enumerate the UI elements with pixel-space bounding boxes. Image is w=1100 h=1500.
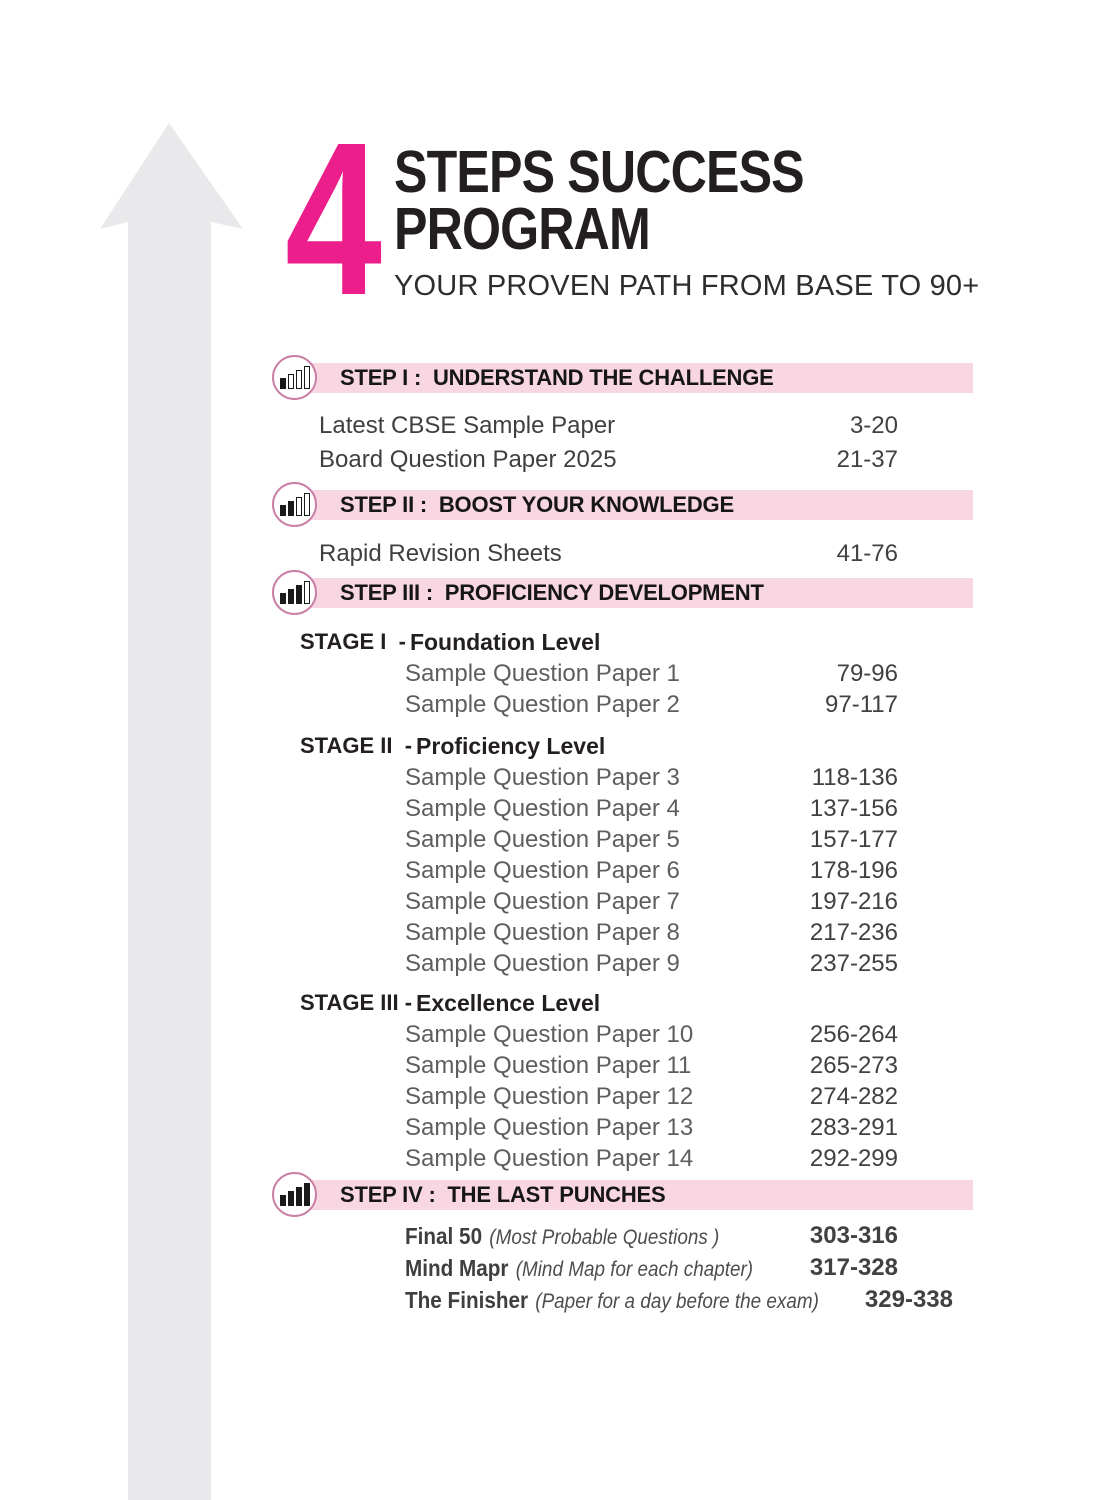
paper-pages: 178-196 (809, 856, 898, 884)
paper-title: Sample Question Paper 13 (405, 1113, 694, 1141)
paper-row (272, 658, 973, 689)
paper-row (272, 948, 973, 979)
item-title: Latest CBSE Sample Paper (319, 412, 616, 439)
final-item-note: (Mind Map for each chapter) (515, 1257, 754, 1281)
paper-title: Sample Question Paper 14 (405, 1144, 694, 1172)
step-header-bar (300, 363, 973, 393)
stage-name: Excellence Level (416, 989, 601, 1016)
stage-header (272, 987, 973, 1019)
program-step-count: 4 (285, 98, 382, 341)
item-pages: 21-37 (836, 446, 898, 473)
paper-row (272, 824, 973, 855)
stage-header (272, 730, 973, 762)
step-label: STEP III : PROFICIENCY DEVELOPMENT (340, 580, 764, 605)
stage-header (272, 626, 973, 658)
step-label: STEP I : UNDERSTAND THE CHALLENGE (340, 365, 774, 390)
paper-row (272, 762, 973, 793)
paper-row (272, 855, 973, 886)
stage-name: Proficiency Level (416, 732, 606, 759)
paper-title: Sample Question Paper 1 (405, 659, 680, 687)
toc-item-row (272, 409, 973, 443)
paper-row (272, 1081, 973, 1112)
paper-pages: 97-117 (825, 690, 898, 718)
program-title-line1: STEPS SUCCESS (394, 139, 804, 205)
paper-row (272, 1019, 973, 1050)
paper-title: Sample Question Paper 5 (405, 825, 680, 853)
final-item-pages: 317-328 (809, 1254, 898, 1281)
final-item-row (272, 1220, 973, 1252)
paper-pages: 265-273 (809, 1051, 898, 1079)
final-item-title: The Finisher (405, 1286, 529, 1313)
paper-pages: 79-96 (836, 659, 898, 687)
paper-title: Sample Question Paper 6 (405, 856, 680, 884)
paper-title: Sample Question Paper 7 (405, 887, 680, 915)
stage-name: Foundation Level (409, 628, 601, 655)
paper-row (272, 1143, 973, 1174)
paper-pages: 292-299 (809, 1144, 898, 1172)
program-header (394, 139, 980, 303)
paper-row (272, 689, 973, 720)
paper-pages: 256-264 (809, 1020, 898, 1048)
step-label: STEP IV : THE LAST PUNCHES (340, 1182, 666, 1207)
paper-title: Sample Question Paper 11 (405, 1051, 692, 1079)
toc-item-row (272, 443, 973, 477)
final-item-title: Final 50 (405, 1222, 483, 1249)
final-item-note: (Most Probable Questions ) (489, 1225, 720, 1249)
paper-row (272, 917, 973, 948)
bar-level-4-icon (272, 1172, 317, 1217)
final-item-title: Mind Mapr (405, 1254, 509, 1281)
paper-pages: 157-177 (809, 825, 898, 853)
paper-title: Sample Question Paper 2 (405, 690, 680, 718)
table-of-contents (272, 363, 973, 1316)
final-item-note: (Paper for a day before the exam) (535, 1289, 819, 1313)
final-item-row (272, 1284, 973, 1316)
paper-pages: 137-156 (809, 794, 898, 822)
paper-row (272, 1112, 973, 1143)
paper-title: Sample Question Paper 3 (405, 763, 680, 791)
stage-label: STAGE I - (300, 629, 406, 654)
bar-level-3-icon (272, 570, 317, 615)
stage-label: STAGE II - (300, 733, 413, 758)
program-subtitle: YOUR PROVEN PATH FROM BASE TO 90+ (394, 270, 980, 302)
program-title-line2: PROGRAM (394, 196, 650, 262)
bar-level-2-icon (272, 482, 317, 527)
paper-pages: 283-291 (809, 1113, 898, 1141)
paper-pages: 217-236 (809, 918, 898, 946)
paper-pages: 237-255 (809, 949, 898, 977)
final-item-pages: 303-316 (809, 1222, 898, 1249)
step-header-bar (300, 490, 973, 520)
paper-pages: 118-136 (811, 763, 898, 791)
paper-pages: 274-282 (809, 1082, 898, 1110)
paper-row (272, 1050, 973, 1081)
paper-pages: 197-216 (809, 887, 898, 915)
paper-title: Sample Question Paper 4 (405, 794, 680, 822)
paper-title: Sample Question Paper 12 (405, 1082, 694, 1110)
bar-level-1-icon (272, 355, 317, 400)
item-pages: 3-20 (849, 412, 898, 439)
step-header-bar (300, 578, 973, 608)
final-item-row (272, 1252, 973, 1284)
paper-title: Sample Question Paper 10 (405, 1020, 694, 1048)
item-title: Board Question Paper 2025 (319, 446, 617, 473)
paper-row (272, 793, 973, 824)
step-label: STEP II : BOOST YOUR KNOWLEDGE (340, 492, 734, 517)
item-title: Rapid Revision Sheets (319, 540, 562, 567)
step-header-bar (300, 1180, 973, 1210)
paper-title: Sample Question Paper 9 (405, 949, 680, 977)
paper-title: Sample Question Paper 8 (405, 918, 680, 946)
toc-item-row (272, 537, 973, 571)
stage-label: STAGE III - (300, 990, 413, 1015)
item-pages: 41-76 (836, 540, 898, 567)
final-item-pages: 329-338 (864, 1286, 953, 1313)
paper-row (272, 886, 973, 917)
